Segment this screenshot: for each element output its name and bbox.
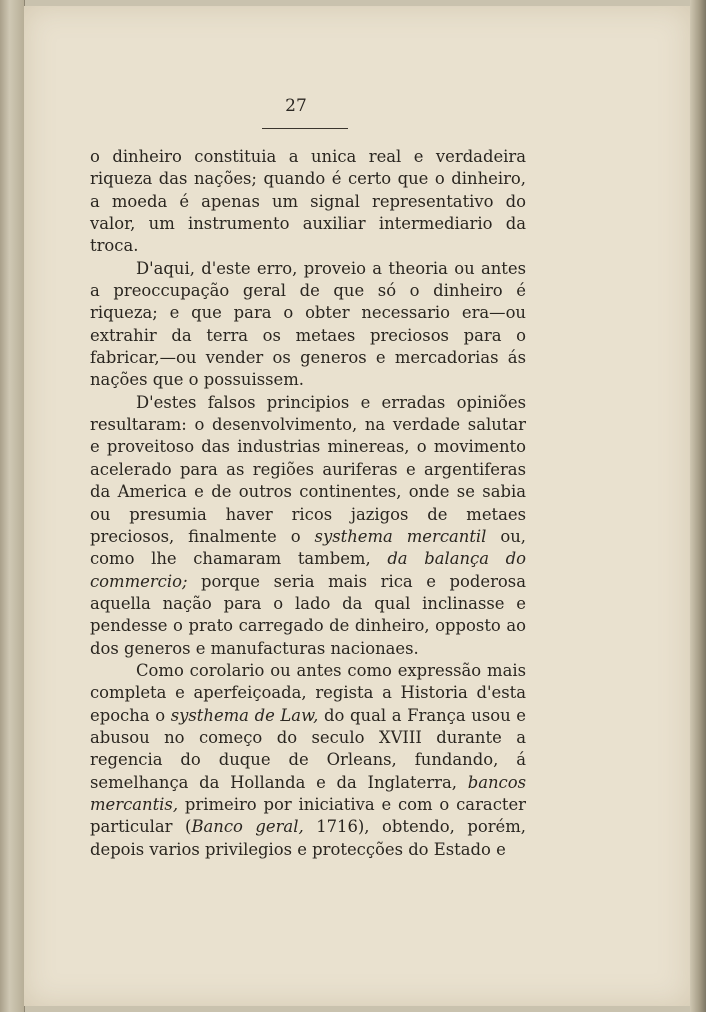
text-run: D'aqui, d'este erro, proveio a theoria ou antes a preoccupação geral de que só o dinheiro é riqueza; e que para o obter necessario era—ou extrahir da terra os metaes preciosos para o fabricar,—ou vender os generos e mercadorias ás nações que o possuissem. [90,258,526,390]
header-rule [262,128,348,129]
italic-phrase: Banco geral, [191,817,304,837]
paragraph [90,146,526,258]
text-run: D'estes falsos principios e erradas opiniões resultaram: o desenvolvimento, na verdade salutar e proveitoso das industrias minereas, o movimento acelerado para as regiões auriferas e argentiferas da America e de outros continentes, onde se sabia ou presumia haver ricos jazigos de metaes preciosos, finalmente o [90,392,526,546]
text-run: do qual a França usou e abusou no começo do seculo XVIII durante a regencia do duque de Orleans, fundando, á semelhança da Hollanda e da Inglaterra, [90,705,526,792]
text-run: 1716), obtendo, porém, depois varios privilegios e protecções do Estado e [90,817,527,859]
page-number: 27 [285,96,307,116]
text-run: ou, como lhe chamaram tambem, [90,526,526,569]
paragraph [90,392,526,660]
text-run: o dinheiro constituia a unica real e verdadeira riqueza das nações; quando é certo que o dinheiro, a moeda é apenas um signal representativo do valor, um instrumento auxiliar intermediario da troca. [90,147,526,256]
italic-phrase: systhema de Law, [170,705,319,725]
binding-edge [0,0,25,1012]
text-run: Como corolario ou antes como expressão mais completa e aperfeiçoada, regista a Historia d'esta epocha o [90,660,526,725]
body-text [90,146,526,861]
italic-phrase: da balança do commercio; [90,549,526,591]
text-run: primeiro por iniciativa e com o caracter particular ( [90,794,526,837]
italic-phrase: systhema mercantil [314,526,487,546]
page-edge [690,0,706,1012]
italic-phrase: bancos mercantis, [90,772,526,814]
paragraph [90,258,526,392]
text-run: porque seria mais rica e poderosa aquella nação para o lado da qual inclinasse e pendesse o prato carregado de dinheiro, opposto ao dos generos e manufacturas nacionaes. [90,571,526,658]
paragraph [90,660,526,861]
